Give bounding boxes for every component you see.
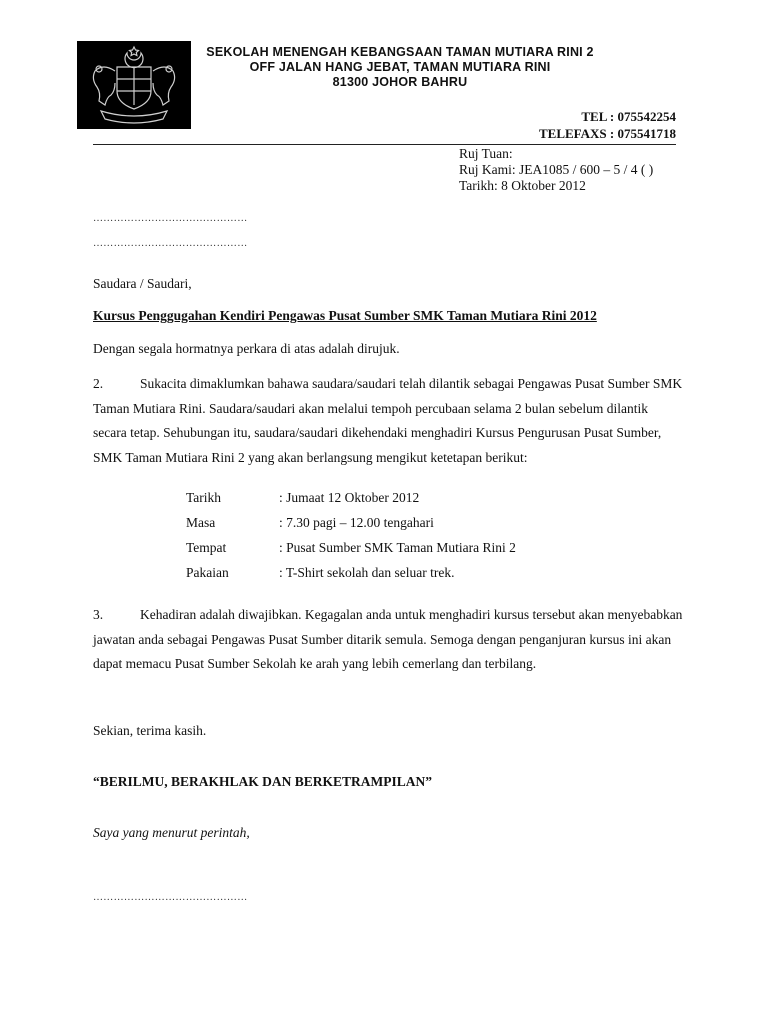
paragraph-3 bbox=[93, 603, 683, 677]
paragraph-2 bbox=[93, 372, 683, 471]
header-divider bbox=[93, 144, 676, 145]
tel-number: TEL : 075542254 bbox=[581, 109, 676, 124]
school-address-line2: 81300 JOHOR BAHRU bbox=[332, 75, 468, 89]
closing-line: Sekian, terima kasih. bbox=[93, 723, 207, 738]
detail-label-tempat: Tempat bbox=[186, 540, 227, 555]
detail-value-pakaian: : T-Shirt sekolah dan seluar trek. bbox=[279, 565, 455, 580]
ruj-tuan: Ruj Tuan: bbox=[459, 146, 513, 161]
school-motto: “BERILMU, BERAKHLAK DAN BERKETRAMPILAN” bbox=[93, 774, 433, 789]
letter-subject: Kursus Penggugahan Kendiri Pengawas Pusat Sumber SMK Taman Mutiara Rini 2012 bbox=[93, 308, 597, 323]
detail-value-tempat: : Pusat Sumber SMK Taman Mutiara Rini 2 bbox=[279, 540, 516, 555]
school-address-line1: OFF JALAN HANG JEBAT, TAMAN MUTIARA RINI bbox=[249, 60, 551, 74]
salutation: Saudara / Saudari, bbox=[93, 276, 192, 291]
detail-label-masa: Masa bbox=[186, 515, 216, 530]
school-letterhead bbox=[200, 45, 600, 90]
paragraph-2-text: Sukacita dimaklumkan bahawa saudara/saudari telah dilantik sebagai Pengawas Pusat Sumber SMK Taman Mutiara Rini. Saudara/saudari akan melalui tempoh percubaan selama 2 bulan sebelum dilantik secara tetap. Sehubungan itu, saudara/saudari dikehendaki menghadiri Kursus Pengurusan Pusat Sumber, SMK Taman Mutiara Rini 2 yang akan berlangsung mengikut ketetapan berikut: bbox=[93, 376, 683, 466]
school-name: SEKOLAH MENENGAH KEBANGSAAN TAMAN MUTIARA RINI 2 bbox=[206, 45, 594, 59]
sign-off: Saya yang menurut perintah, bbox=[93, 825, 250, 840]
school-crest-logo bbox=[77, 41, 191, 129]
paragraph-2-number: 2. bbox=[93, 376, 104, 391]
recipient-line-1: ……………………………………… bbox=[93, 213, 248, 224]
letter-date: Tarikh: 8 Oktober 2012 bbox=[459, 178, 586, 193]
recipient-line-2: ……………………………………… bbox=[93, 238, 248, 249]
detail-label-tarikh: Tarikh bbox=[186, 490, 222, 505]
ruj-kami: Ruj Kami: JEA1085 / 600 – 5 / 4 ( ) bbox=[459, 162, 654, 177]
signature-line: ……………………………………… bbox=[93, 892, 248, 903]
detail-value-tarikh: : Jumaat 12 Oktober 2012 bbox=[279, 490, 420, 505]
paragraph-3-text: Kehadiran adalah diwajibkan. Kegagalan anda untuk menghadiri kursus tersebut akan menyebabkan jawatan anda sebagai Pengawas Pusat Sumber ditarik semula. Semoga dengan penganjuran kursus ini akan dapat memacu Pusat Sumber Sekolah ke arah yang lebih cemerlang dan terbilang. bbox=[93, 607, 683, 672]
paragraph-3-number: 3. bbox=[93, 607, 104, 622]
detail-value-masa: : 7.30 pagi – 12.00 tengahari bbox=[279, 515, 434, 530]
telefax-number: TELEFAXS : 075541718 bbox=[539, 126, 676, 141]
intro-line: Dengan segala hormatnya perkara di atas adalah dirujuk. bbox=[93, 341, 400, 356]
detail-label-pakaian: Pakaian bbox=[186, 565, 229, 580]
